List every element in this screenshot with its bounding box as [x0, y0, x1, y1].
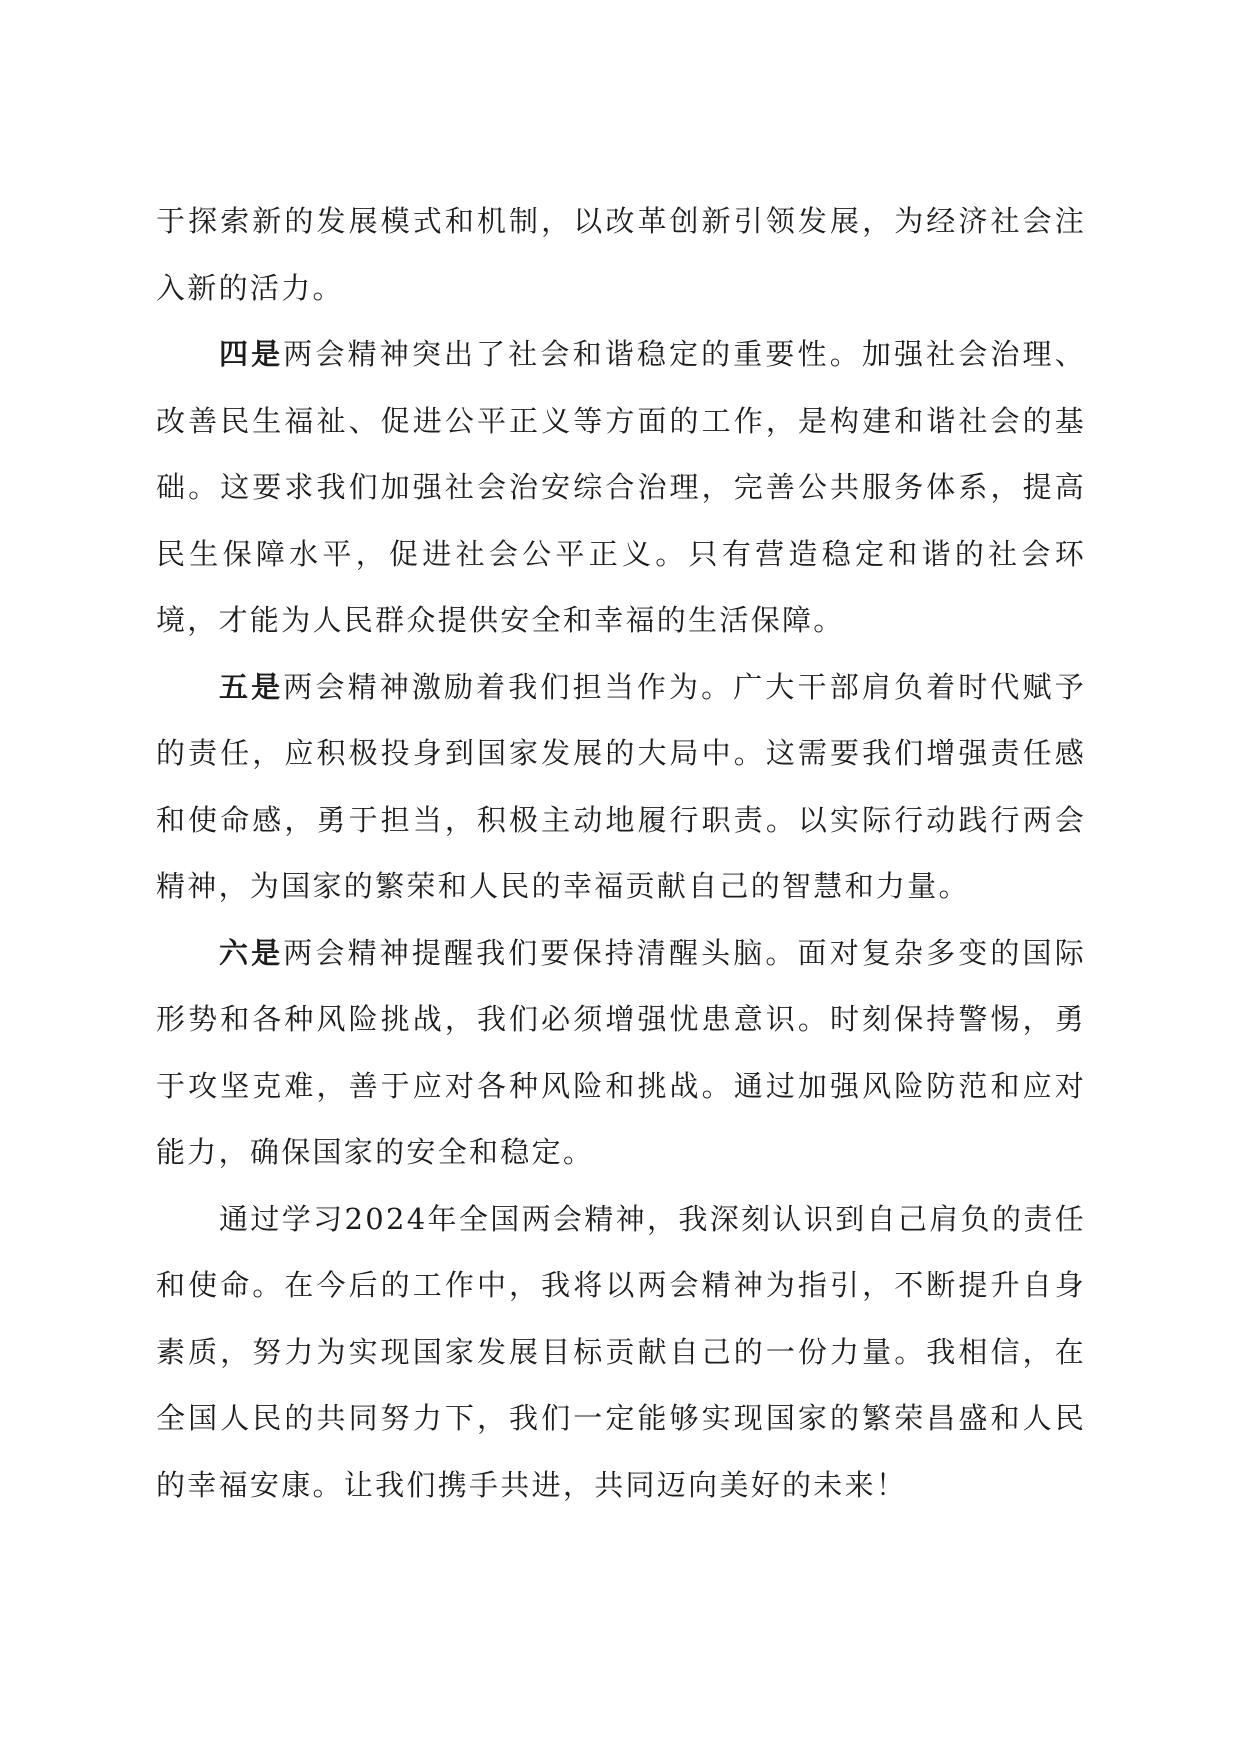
paragraph-lead: 五是: [219, 669, 284, 704]
paragraph-text: 两会精神激励着我们担当作为。广大干部肩负着时代赋予的责任，应积极投身到国家发展的大局中。这需要我们增强责任感和使命感，勇于担当，积极主动地履行职责。以实际行动践行两会精神，为国家的繁荣和人民的幸福贡献自己的智慧和力量。: [156, 669, 1086, 903]
paragraph-text: 于探索新的发展模式和机制，以改革创新引领发展，为经济社会注入新的活力。: [156, 204, 1086, 305]
paragraph-lead: 四是: [219, 337, 284, 371]
paragraph-lead: 六是: [219, 935, 284, 970]
paragraph-continuation: [156, 188, 1086, 321]
paragraph-point-four: [156, 321, 1086, 654]
paragraph-text: 两会精神突出了社会和谐稳定的重要性。加强社会治理、改善民生福祉、促进公平正义等方面的工作，是构建和谐社会的基础。这要求我们加强社会治安综合治理，完善公共服务体系，提高民生保障水平，促进社会公平正义。只有营造稳定和谐的社会环境，才能为人民群众提供安全和幸福的生活保障。: [156, 337, 1086, 637]
paragraph-text: 两会精神提醒我们要保持清醒头脑。面对复杂多变的国际形势和各种风险挑战，我们必须增强忧患意识。时刻保持警惕，勇于攻坚克难，善于应对各种风险和挑战。通过加强风险防范和应对能力，确保国家的安全和稳定。: [156, 935, 1086, 1169]
paragraph-conclusion: [156, 1186, 1086, 1519]
document-page: [156, 188, 1086, 1518]
paragraph-point-five: [156, 654, 1086, 920]
paragraph-text: 通过学习2024年全国两会精神，我深刻认识到自己肩负的责任和使命。在今后的工作中，我将以两会精神为指引，不断提升自身素质，努力为实现国家发展目标贡献自己的一份力量。我相信，在全国人民的共同努力下，我们一定能够实现国家的繁荣昌盛和人民的幸福安康。让我们携手共进，共同迈向美好的未来！: [156, 1201, 1086, 1502]
paragraph-point-six: [156, 920, 1086, 1186]
